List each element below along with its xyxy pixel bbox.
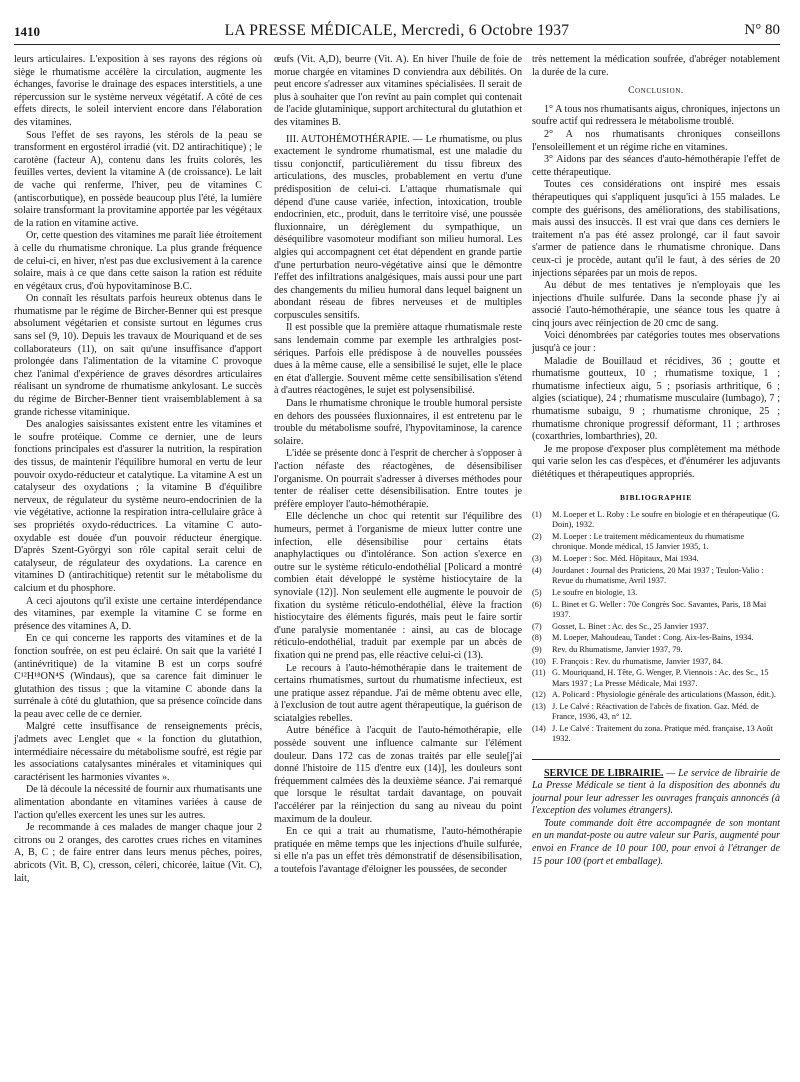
reference-item bbox=[532, 657, 780, 667]
paragraph: En ce qui concerne les rapports des vitamines et de la fonction soufrée, on est peu éclairé. On sait que la variété I (antinévritique) de la vitamine B est un corps soufré C¹²H¹⁸ON⁴S (Windaus), que sa carence fait diminuer le glutathion des tissus ; que la vitamine C abonde dans la surrénale à côté du glutathion, que sa présence coïncide dans la peau avec celle de ce dernier. bbox=[14, 633, 262, 720]
reference-text: Le soufre en biologie, 13. bbox=[552, 587, 638, 597]
paragraph: A ceci ajoutons qu'il existe une certaine interdépendance des vitamines, par exemple la vitamine C se forme en présence des vitamines A, D. bbox=[14, 595, 262, 632]
reference-number: (10) bbox=[532, 656, 546, 666]
library-service-notice bbox=[532, 768, 780, 869]
reference-text: M. Loeper : Le traitement médicamenteux du rhumatisme chronique. Monde médical, 15 Janvier 1935, 1. bbox=[552, 532, 745, 552]
paragraph: Malgré cette insuffisance de renseignements précis, j'admets avec Lenglet que « la fonction du glutathion, intermédiaire nécessaire du métabolisme soufré, est régie par les associations catalysantes minérales et vitaminiques qui caractérisent les harmonies vivantes ». bbox=[14, 721, 262, 783]
reference-text: Jourdanet : Journal des Praticiens, 20 Mai 1937 ; Teulon-Valio : Revue du rhumatisme, Avril 1937. bbox=[552, 565, 764, 586]
paragraph: leurs articulaires. L'exposition à ses rayons des régions où siège le rhumatisme accélère la circulation, augmente les échanges, favorise le drainage des espaces interstitiels, a une répercussion sur le système nerveux végétatif. A côté de ces effets directs, le soleil intervient encore dans l'élaboration des vitamines. bbox=[14, 54, 262, 128]
paragraph: Des analogies saisissantes existent entre les vitamines et le soufre protéique. Comme ce dernier, une de leurs fonctions principales est d'assurer la nutrition, la respiration des tissus, de maintenir l'équilibre humoral en vertu de leur pouvoir oxydo-réducteur et catalytique. La vitamine A est un catalyseur des oxydations ; la vitamine B d'équilibre nerveux, de régulateur du système neuro-endocrinien de la vie végétative, actionne la respiration intra-cellulaire grâce à ses propriétés oxydo-réductrices. La vitamine C auto-oxydable est douée d'un pouvoir réducteur énergique. D'après Szent-Györgyi son rôle capital serait celui de catalyseur, de régulateur des oxydations. La carence en vitamines D (antirachitique) retentit sur le métabolisme du calcium et du phosphore. bbox=[14, 419, 262, 594]
reference-number: (14) bbox=[532, 723, 546, 733]
reference-number: (3) bbox=[532, 554, 542, 564]
paragraph: Le recours à l'auto-hémothérapie dans le traitement de certains rhumatismes, surtout du rhumatisme infectieux, est une pratique assez répandue. J'ai de même obtenu avec elle, à l'exclusion de tout autre agent thérapeutique, la guérison de sciatalgies rebelles. bbox=[274, 662, 522, 724]
header-rule bbox=[14, 44, 780, 45]
reference-item bbox=[532, 510, 780, 531]
reference-text: G. Mouriquand, H. Tête, G. Wenger, P. Viennois : Ac. des Sc., 15 Mars 1937 ; La Presse Médicale, Mai 1937. bbox=[552, 668, 769, 688]
paragraph: Elle déclenche un choc qui retentit sur l'équilibre des humeurs, permet à l'organisme de mieux lutter contre une infection, elle désensibilise pour certains états anaphylactiques ou d'intolérance. Son action s'exerce en outre sur le système réticulo-endothélial [Policard a montré combien était développé le système histiocytaire de la synoviale (12)]. Non seulement elle augmente le pouvoir de fixation du système réticulo-endothélial, élève la fraction histiocytaire des éléments figurés, mais peut le faire sortir d'une paralysie momentanée : ainsi, au cas de blocage réticulo-endothélial, traduit par exemple par un abcès de fixation qui ne prend pas, elle réactive celui-ci (13). bbox=[274, 511, 522, 661]
journal-title: LA PRESSE MÉDICALE, Mercredi, 6 Octobre 1937 bbox=[224, 22, 570, 39]
bibliography-heading: BIBLIOGRAPHIE bbox=[619, 492, 693, 502]
reference-number: (11) bbox=[532, 668, 546, 678]
reference-number: (9) bbox=[532, 644, 542, 654]
reference-item bbox=[532, 690, 780, 700]
reference-item bbox=[532, 622, 780, 632]
reference-text: J. Le Calvé : Réactivation de l'abcès de fixation. Gaz. Méd. de France, 1936, 43, n° 12. bbox=[552, 701, 759, 722]
service-text: — Le service de librairie de La Presse Médicale se tient à la disposition des abonnés du journal pour leur adresser les ouvrages français annoncés (à l'exception des volumes étrangers). bbox=[532, 767, 780, 817]
reference-number: (12) bbox=[532, 690, 546, 700]
section-autohemotherapie: III. AUTOHÉMOTHÉRAPIE. — Le rhumatisme, ou plus exactement le syndrome rhumatismal, est une maladie du tissu conjonctif, particulièrement du tissu fibreux des articulations, des muscles, probablement en vertu d'une prédisposition de celui-ci. L'attaque rhumatismale qui dépend d'une cause variée, infection, intoxication, trouble endocrinien, etc., produit, dans le territoire visé, une poussée fluxionnaire, un dérèglement du sympathique, un déséquilibre vasomoteur modifiant son milieu humoral. Les algies qui accompagnent cet état dépendent en grande partie d'une perturbation neuro-végétative ainsi que le démontre l'effet des infiltrations analgésiques, mais aussi pour une part des changements du milieu humoral dans lequel baignent un abondant réseau de fibres nerveuses et de multiples corpuscules sensitifs. bbox=[274, 133, 522, 321]
reference-number: (6) bbox=[532, 599, 542, 609]
reference-number: (4) bbox=[532, 565, 542, 575]
issue-number: N° 80 bbox=[744, 22, 780, 38]
paragraph: L'idée se présente donc à l'esprit de chercher à s'opposer à l'action néfaste des réactogènes, de désensibiliser l'organisme. On pourrait s'adresser à diverses méthodes pour tenter de réaliser cette désensibilisation. Entre toutes je préfère employer l'auto-hémothérapie. bbox=[274, 448, 522, 510]
column-left bbox=[14, 54, 262, 885]
paragraph: De là découle la nécessité de fournir aux rhumatisants une alimentation abondante en vitamines variées à cause de l'action qu'elles exercent les unes sur les autres. bbox=[14, 784, 262, 821]
reference-number: (1) bbox=[532, 510, 542, 520]
reference-text: A. Policard : Physiologie générale des articulations (Masson, édit.). bbox=[552, 690, 776, 700]
bibliography-list bbox=[532, 510, 780, 744]
reference-text: Gosset, L. Binet : Ac. des Sc., 25 Janvier 1937. bbox=[552, 621, 709, 631]
reference-item bbox=[532, 588, 780, 598]
reference-item bbox=[532, 633, 780, 643]
paragraph: On connaît les résultats parfois heureux obtenus dans le rhumatisme par le régime de Bircher-Benner qui est presque absolument végétarien et consiste surtout en légumes crus sans sel (9, 10). Depuis les travaux de Mouriquand et de ses collaborateurs (11), on sait qu'une insuffisance d'apport prolongée dans l'alimentation de la vitamine C provoque chez l'animal d'expérience de graves désordres articulaires réalisant un syndrome de rhumatisme ankylosant. Le succès du régime de Bircher-Benner tient vraisemblablement à sa grande richesse vitaminique. bbox=[14, 293, 262, 418]
conclusion-item: 2° A nos rhumatisants chroniques conseillons l'ensoleillement et un régime riche en vitamines. bbox=[532, 128, 780, 153]
reference-item bbox=[532, 566, 780, 587]
reference-number: (13) bbox=[532, 701, 546, 711]
paragraph: Autre bénéfice à l'acquit de l'auto-hémothérapie, elle possède souvent une influence calmante sur l'élément douleur. Dans 172 cas de zonas traités par elle seule[j'ai donné l'histoire de 115 d'entre eux (14)], les douleurs sont fréquemment calmées dès la deuxième séance. J'ai remarqué que lorsque le résultat tardait davantage, on pouvait l'accélérer par la réinjection du sang au niveau du point maximum de la douleur. bbox=[274, 725, 522, 825]
paragraph: très nettement la médication soufrée, d'abréger notablement la durée de la cure. bbox=[532, 54, 780, 78]
reference-item bbox=[532, 668, 780, 689]
reference-item bbox=[532, 532, 780, 553]
paragraph: Je recommande à ces malades de manger chaque jour 2 citrons ou 2 oranges, des carottes crues riches en vitamines A, B, C ; de faire entrer dans leurs menus pêches, poires, abricots (Vit. B, C), cresson, céleri, chicorée, laitue (Vit. C), lait, bbox=[14, 822, 262, 884]
service-heading: SERVICE DE LIBRAIRIE. bbox=[544, 767, 664, 779]
reference-text: L. Binet et G. Weller : 70e Congrès Soc. Savantes, Paris, 18 Mai 1937. bbox=[552, 599, 767, 619]
column-right bbox=[532, 54, 780, 868]
reference-text: J. Le Calvé : Traitement du zona. Pratique méd. française, 13 Août 1932. bbox=[552, 723, 773, 744]
paragraph: Maladie de Bouillaud et récidives, 36 ; goutte et rhumatisme goutteux, 10 ; rhumatisme toxique, 1 ; rhumatisme infectieux aigu, 5 ; psoriasis arthritique, 6 ; algies (sciatique), 24 ; rhumatisme musculaire (lumbago), 7 ; rhumatisme subaigu, 9 ; rhumatisme chronique, 25 ; rhumatisme chronique progressif déformant, 11 ; arthroses (coxarthries, lombarthries), 20. bbox=[532, 355, 780, 443]
reference-text: M. Loeper et L. Roby : Le soufre en biologie et en thérapeutique (G. Doin), 1932. bbox=[552, 510, 780, 530]
reference-text: Rev. du Rhumatisme, Janvier 1937, 79. bbox=[552, 644, 683, 654]
conclusion-item: 1° A tous nos rhumatisants aigus, chroniques, injectons un soufre actif qui redressera le métabolisme troublé. bbox=[532, 103, 780, 128]
reference-text: M. Loeper : Soc. Méd. Hôpitaux, Mai 1934. bbox=[552, 554, 699, 564]
reference-item bbox=[532, 554, 780, 564]
paragraph: Il est possible que la première attaque rhumatismale reste sans lendemain comme par exemple les arthralgies post-sériques. Parfois elle prédispose à de nouvelles poussées dues à la même cause, elle a sensibilisé le sujet, elle le place en état d'allergie. Souvent même cette sensibilisation s'étend à d'autres réactogènes, le sujet est polysensibilisé. bbox=[274, 322, 522, 397]
paragraph: En ce qui a trait au rhumatisme, l'auto-hémothérapie pratiquée en même temps que les injections d'huile sulfurée, si elle n'a pas un effet très démonstratif de désensibilisation, a toutefois l'avantage d'éloigner les poussées, de seconder bbox=[274, 826, 522, 875]
paragraph: Je me propose d'exposer plus complètement ma méthode qui varie selon les cas d'espèces, et d'énumérer les adjuvants diététiques et thérapeutiques appropriés. bbox=[532, 443, 780, 480]
paragraph: œufs (Vit. A,D), beurre (Vit. A). En hiver l'huile de foie de morue chargée en vitamines D conviendra aux débilités. On peut encore s'adresser aux vitamines spécialisées. Il serait de plus à souhaiter que l'on revînt au pain complet qui contenait de l'acide glutaminique, support architectural du glutathion et des vitamines B. bbox=[274, 54, 522, 128]
page-number: 1410 bbox=[14, 24, 40, 39]
reference-item bbox=[532, 702, 780, 723]
paragraph: Or, cette question des vitamines me paraît liée étroitement à celle du rhumatisme chronique. La plus grande fréquence de celui-ci, en hiver, n'est pas due exclusivement à la carence solaire, mais à ce que dans cette saison la ration est réduite en végétaux crus, d'où hypovitaminose B.C. bbox=[14, 230, 262, 292]
column-middle bbox=[274, 54, 522, 877]
reference-item bbox=[532, 600, 780, 621]
reference-number: (5) bbox=[532, 587, 542, 597]
conclusion-item: 3° Aidons par des séances d'auto-hémothérapie l'effet de cette thérapeutique. bbox=[532, 154, 780, 178]
reference-text: F. François : Rev. du rhumatisme, Janvier 1937, 84. bbox=[552, 656, 723, 666]
paragraph: Toutes ces considérations ont inspiré mes essais thérapeutiques qui s'appliquent jusqu'ici à 155 malades. Le compte des guérisons, des améliorations, des stabilisations, mais aussi des insuccès. Il est vrai que dans ces derniers le traitement n'a pas été assez prolongé, car il faut savoir s'armer de patience dans le rhumatisme chronique. Dans ceux-ci je procède, autant qu'il le faut, à des séries de 20 injections séparées par un mois de repos. bbox=[532, 179, 780, 279]
reference-item bbox=[532, 724, 780, 745]
paragraph: Dans le rhumatisme chronique le trouble humoral persiste en dehors des poussées fluxionnaires, il est entretenu par le trouble du métabolisme soufré, l'hypovitaminose, la carence solaire. bbox=[274, 398, 522, 447]
reference-text: M. Loeper, Mahoudeau, Tandet : Cong. Aix-les-Bains, 1934. bbox=[552, 633, 754, 643]
reference-number: (7) bbox=[532, 621, 542, 631]
reference-item bbox=[532, 645, 780, 655]
reference-number: (2) bbox=[532, 532, 542, 542]
service-paragraph: Toute commande doit être accompagnée de son montant en un mandat-poste ou autre valeur sur Paris, augmenté pour envoi en France de 10 pour 100, pour envoi à l'étranger de 15 pour 100 (port et emballage). bbox=[532, 817, 780, 867]
service-rule bbox=[532, 759, 780, 760]
conclusion-heading: Conclusion. bbox=[628, 86, 684, 97]
paragraph: Voici dénombrées par catégories toutes mes observations jusqu'à ce jour : bbox=[532, 330, 780, 355]
page-header bbox=[14, 22, 780, 44]
reference-number: (8) bbox=[532, 633, 542, 643]
service-paragraph bbox=[532, 768, 780, 818]
paragraph: Sous l'effet de ses rayons, les stérols de la peau se transforment en ergostérol irradié (vit. D2 antirachitique) ; le carotène (facteur A), contenu dans les fruits colorés, les feuilles vertes, devient la vitamine A (de croissance). Le lait de vache qui renferme, l'hiver, peu de vitamines C (antiscorbutique), en possède beaucoup plus l'été, la lumière solaire transformant la provitamine apportée par les végétaux de la ration en vitamine active. bbox=[14, 129, 262, 229]
paragraph: Au début de mes tentatives je n'employais que les injections d'huile sulfurée. Dans la seconde phase j'y ai associé l'auto-hémothérapie, une séance tous les quatre à cinq jours avec réinjection de 20 cmc de sang. bbox=[532, 280, 780, 329]
